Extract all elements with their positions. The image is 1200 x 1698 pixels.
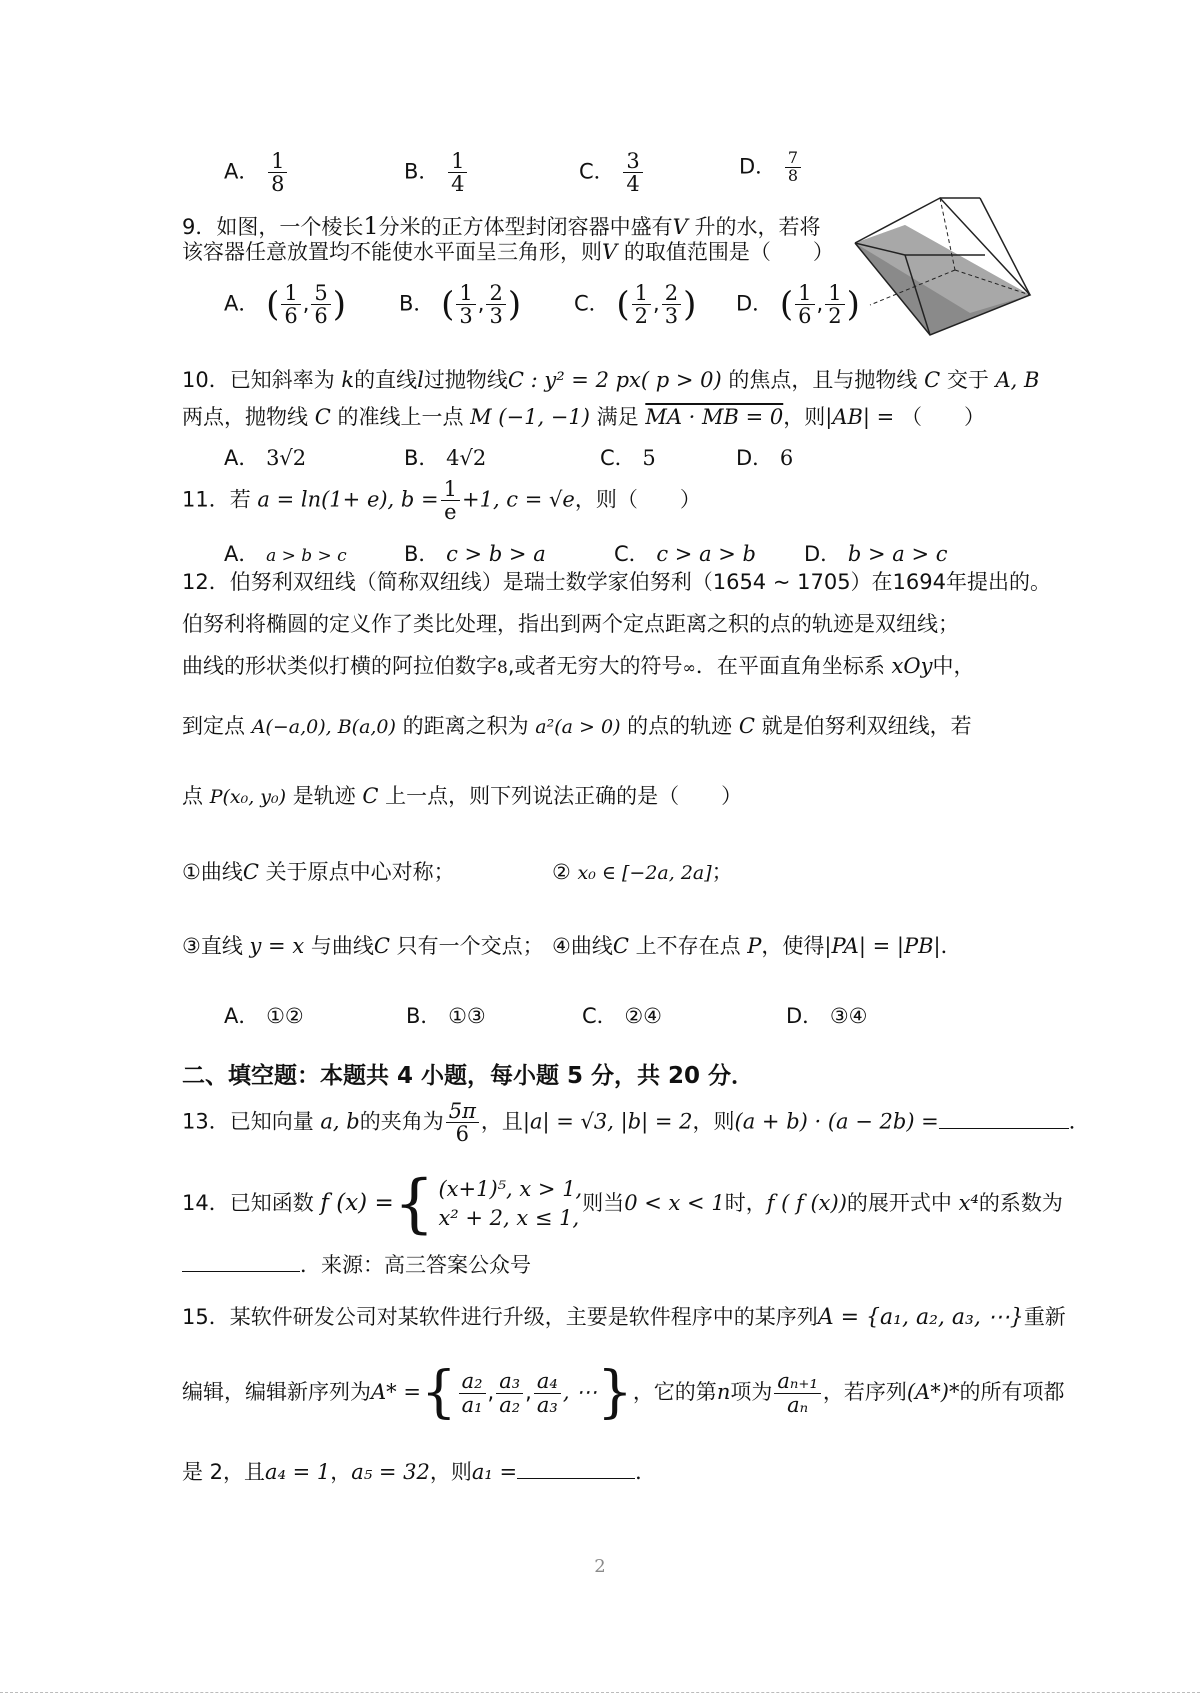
answer-blank[interactable]: [182, 1271, 300, 1272]
paren: (: [266, 284, 280, 325]
math: C: [924, 368, 941, 392]
text: ①曲线: [182, 860, 243, 884]
text: 的所有项都: [959, 1380, 1065, 1404]
math: A, B: [995, 368, 1040, 392]
fraction: [448, 150, 467, 195]
q9-option-b: B． ( $\frac{1}{3}$ , $\frac{2}{3}$ ): [399, 281, 522, 329]
option-label: C．: [614, 542, 650, 566]
denominator: a₃: [536, 1392, 558, 1417]
text: ②: [552, 860, 578, 884]
math: (A*)*: [906, 1380, 960, 1404]
numerator: 5: [311, 282, 330, 305]
text: 关于原点中心对称；: [258, 860, 455, 884]
q9-line-2: [182, 240, 834, 265]
numerator: 7: [785, 150, 801, 168]
text: 点: [182, 784, 210, 808]
numerator: aₙ₊₁: [774, 1370, 821, 1393]
option-label: D．: [804, 542, 842, 566]
answer-blank[interactable]: [939, 1128, 1069, 1129]
q8-option-a: [224, 150, 289, 195]
option-value: 4√2: [446, 446, 487, 470]
fraction: [785, 150, 801, 185]
q12-line-3: [182, 654, 974, 679]
q11-line: [182, 478, 701, 523]
piecewise-cases: [438, 1175, 582, 1234]
brace: }: [597, 1360, 633, 1425]
q15-line-3: [182, 1460, 656, 1485]
text: ，使得: [761, 934, 825, 958]
denominator: 6: [314, 304, 328, 329]
math: l: [417, 368, 424, 392]
option-value: ②④: [624, 1004, 663, 1028]
paren: ): [846, 284, 860, 325]
fraction: [623, 150, 642, 195]
numerator: 1: [441, 478, 460, 501]
option-label: A．: [224, 291, 260, 316]
text: 到定点: [182, 714, 252, 738]
option-label: D．: [736, 291, 774, 316]
q12-line-5: [182, 784, 742, 809]
denominator: 3: [459, 304, 473, 329]
text: 13．已知向量: [182, 1109, 321, 1134]
text: 上不存在点: [628, 934, 748, 958]
math: M (−1, −1): [470, 405, 590, 429]
option-label: A．: [224, 1004, 260, 1028]
math: k: [341, 368, 355, 392]
q14-line: [182, 1167, 1063, 1241]
fraction: [268, 150, 287, 195]
numerator: 1: [268, 150, 287, 173]
math: a₁ =: [471, 1460, 518, 1484]
numerator: 2: [486, 282, 505, 305]
denominator: aₙ: [787, 1392, 809, 1417]
text: 分米的正方体型封闭容器中盛有: [378, 215, 673, 239]
text: 则当: [582, 1191, 625, 1215]
text: 是轨迹: [286, 784, 363, 808]
fraction: [825, 282, 844, 327]
text: 升的水，若将: [687, 215, 821, 239]
q12-statement-2: [552, 860, 733, 885]
brace: {: [420, 1360, 457, 1425]
text: ，若序列: [822, 1380, 907, 1404]
q11-option-c: [614, 538, 756, 568]
denominator: 2: [828, 304, 842, 329]
option-value: 5: [642, 446, 656, 470]
option-label: B．: [406, 1004, 442, 1028]
q12-line-1: 12．伯努利双纽线（简称双纽线）是瑞士数学家伯努利（1654 ~ 1705）在1694年提出的。: [182, 570, 1051, 594]
text: 的距离之积为: [395, 714, 536, 738]
text: ，则: [429, 1460, 472, 1484]
denominator: 6: [284, 304, 298, 329]
case-1: (x+1)⁵, x > 1,: [438, 1176, 583, 1201]
option-label: C．: [579, 159, 615, 184]
text: ．在平面直角坐标系: [695, 654, 892, 678]
q9-option-d: D． ( $\frac{1}{6}$ , $\frac{1}{2}$ ): [736, 281, 860, 329]
math: a, b: [320, 1109, 360, 1134]
text: ，则: [692, 1109, 735, 1134]
cube-figure: [850, 195, 1040, 345]
math: 8: [497, 658, 508, 678]
numerator: 3: [623, 150, 642, 173]
math: , ⋯: [562, 1380, 598, 1404]
text: ，则（ ）: [574, 487, 701, 512]
math: a₄ = 1: [265, 1460, 331, 1484]
math: C: [612, 934, 629, 958]
text: 曲线的形状类似打横的阿拉伯数字: [182, 654, 497, 678]
q8-option-b: [404, 150, 469, 195]
q10-option-a: [224, 442, 306, 472]
paren: ): [683, 284, 697, 325]
text: 项为: [730, 1380, 773, 1404]
fraction: [632, 282, 651, 327]
text: ，且: [480, 1109, 523, 1134]
text: 就是伯努利双纽线，若: [754, 714, 972, 738]
text: ,或者无穷大的符号: [507, 654, 683, 678]
text: ，它的第: [632, 1380, 717, 1404]
math: C: [738, 714, 755, 738]
math: n: [716, 1380, 731, 1404]
option-label: B．: [404, 542, 440, 566]
numerator: 5π: [446, 1100, 479, 1123]
option-label: A．: [224, 446, 260, 470]
math: C: [314, 405, 331, 429]
text: 的系数为: [978, 1191, 1063, 1215]
math: V: [672, 215, 688, 239]
page-edge-divider: [0, 1692, 1200, 1693]
math: f ( f (x)): [766, 1191, 847, 1215]
numerator: a₂: [459, 1370, 486, 1393]
math: MA · MB = 0: [645, 405, 784, 429]
q10-line-1: [182, 368, 1039, 393]
math: y = x: [249, 934, 305, 958]
text: 的准线上一点: [330, 405, 471, 429]
paren: (: [616, 284, 630, 325]
math: xOy: [891, 654, 933, 678]
math: a₅ = 32: [351, 1460, 430, 1484]
q11-option-a: [224, 538, 347, 568]
math: P(x₀, y₀): [209, 786, 287, 808]
option-label: B．: [399, 291, 435, 316]
fraction: [795, 282, 814, 327]
q15-line-2: 编辑，编辑新序列为A* ={ $\frac{\text{a₂}}{\text{a₁}}$ , $\frac{\text{a₃}}{\text{a₂}}$ , $\frac{\text{a₄}}{\text{a₃}}$ , ⋯}，它的第n项为 $\frac{\text{aₙ₊₁}}{\text{aₙ}}$ ，若序列(A*)*的所有项都: [182, 1360, 1065, 1425]
denominator: 4: [626, 172, 640, 197]
option-value: ③④: [829, 1004, 868, 1028]
text: ，: [330, 1460, 352, 1484]
fraction: [456, 282, 475, 327]
q15-line-1: [182, 1305, 1066, 1331]
q12-statement-4: [552, 934, 962, 959]
q10-option-c: [600, 442, 656, 472]
q14-line-2: [182, 1253, 531, 1278]
option-value: ①②: [266, 1004, 304, 1028]
text: 的焦点，且与抛物线: [721, 368, 925, 392]
math: P: [747, 934, 762, 958]
paren: ): [507, 284, 522, 325]
option-label: B．: [404, 446, 440, 470]
q12-statement-1: [182, 860, 455, 885]
paren: ): [332, 284, 347, 325]
text: ，则: [783, 405, 826, 429]
option-value: b > a > c: [847, 542, 948, 566]
q10-option-d: [736, 442, 793, 472]
text: ．来源：高三答案公众号: [300, 1253, 531, 1277]
math: |a| = √3, |b| = 2: [522, 1109, 693, 1134]
text: 重新: [1023, 1305, 1066, 1329]
q9-line-1: [182, 212, 821, 241]
text: 与曲线: [304, 934, 374, 958]
text: ；: [711, 860, 733, 884]
text: 是 2，且: [182, 1460, 266, 1484]
text: 时，: [724, 1191, 767, 1215]
numerator: 1: [632, 282, 651, 305]
text: 14．已知函数: [182, 1191, 321, 1215]
q12-line-2: 伯努利将椭圆的定义作了类比处理，指出到两个定点距离之积的点的轨迹是双纽线；: [182, 612, 959, 636]
text: 的直线: [354, 368, 418, 392]
denominator: 3: [664, 304, 679, 329]
text: 该容器任意放置均不能使水平面呈三角形，则: [182, 240, 602, 264]
option-label: C．: [574, 291, 610, 316]
math: 1: [363, 212, 379, 240]
brace: {: [393, 1167, 435, 1241]
q12-option-c: [582, 1000, 662, 1030]
numerator: 1: [448, 150, 467, 173]
math: |AB| =: [825, 405, 895, 429]
q8-option-c: [579, 150, 645, 195]
option-label: D．: [786, 1004, 824, 1028]
text: 只有一个交点；: [389, 934, 544, 958]
numerator: 2: [662, 282, 681, 305]
text: ．: [635, 1460, 657, 1484]
numerator: a₄: [534, 1370, 561, 1393]
numerator: 1: [825, 282, 844, 305]
math: V: [602, 240, 618, 264]
option-value: ①③: [448, 1004, 486, 1028]
math: x₀ ∈ [−2a, 2a]: [577, 862, 712, 884]
denominator: 3: [489, 304, 503, 329]
text: 10．已知斜率为: [182, 368, 342, 392]
text: 9．如图，一个棱长: [182, 215, 364, 239]
q12-option-a: [224, 1000, 304, 1030]
q12-option-b: [406, 1000, 486, 1030]
math: C : y² = 2 px( p > 0): [507, 368, 722, 392]
fraction: [446, 1100, 479, 1145]
math: |PA| = |PB|: [824, 934, 941, 958]
option-label: C．: [600, 446, 636, 470]
numerator: 1: [456, 282, 475, 305]
fraction: [459, 1370, 486, 1415]
option-label: D．: [739, 154, 777, 179]
denominator: 6: [455, 1122, 469, 1147]
numerator: 1: [281, 282, 300, 305]
math: ∞: [682, 658, 696, 677]
math: f (x) =: [320, 1190, 394, 1216]
option-label: B．: [404, 159, 440, 184]
text: 的夹角为: [359, 1109, 444, 1134]
page-number: 2: [594, 1556, 606, 1577]
denominator: 2: [634, 304, 648, 329]
option-value: 3√2: [266, 446, 307, 470]
q13-line: [182, 1100, 1090, 1145]
math: a²(a > 0): [535, 716, 621, 738]
q9-option-a: A． ( $\frac{1}{6}$ , $\frac{5}{6}$ ): [224, 281, 347, 329]
q11-option-d: [804, 538, 947, 568]
math: (a + b) · (a − 2b) =: [734, 1109, 939, 1134]
q8-option-d: [739, 150, 803, 185]
option-label: C．: [582, 1004, 618, 1028]
math: C: [373, 934, 390, 958]
text: 的点的轨迹: [620, 714, 739, 738]
option-label: A．: [224, 159, 260, 184]
case-2: x² + 2, x ≤ 1,: [438, 1206, 580, 1230]
option-label: D．: [736, 446, 774, 470]
fraction: [662, 282, 681, 327]
text: 的展开式中: [846, 1191, 959, 1215]
option-value: a > b > c: [266, 546, 347, 566]
paren: (: [779, 284, 794, 325]
text: 编辑，编辑新序列为: [182, 1380, 371, 1404]
denominator: a₂: [499, 1392, 521, 1417]
q10-option-b: [404, 442, 486, 472]
section-heading: 二、填空题：本题共 4 小题，每小题 5 分，共 20 分．: [182, 1063, 755, 1089]
denominator: 6: [798, 304, 812, 329]
fraction: [281, 282, 300, 327]
text: ．: [940, 934, 962, 958]
math: 0 < x < 1: [624, 1191, 725, 1215]
text: 中，: [932, 654, 975, 678]
text: 上一点，则下列说法正确的是（ ）: [378, 784, 743, 808]
text: 11．若: [182, 487, 258, 512]
fraction: [486, 282, 505, 327]
text: 过抛物线: [423, 368, 508, 392]
q12-statement-3: [182, 934, 544, 959]
denominator: 4: [451, 172, 465, 197]
q12-option-d: [786, 1000, 868, 1030]
math: A* =: [371, 1380, 421, 1404]
fraction: [534, 1370, 561, 1415]
answer-blank[interactable]: [517, 1478, 635, 1479]
text: ③直线: [182, 934, 250, 958]
text: ④曲线: [552, 934, 613, 958]
text: 两点，抛物线: [182, 405, 315, 429]
option-value: c > b > a: [446, 542, 546, 566]
math: A = {a₁, a₂, a₃, ⋯}: [817, 1305, 1024, 1330]
q12-line-4: [182, 714, 972, 739]
fraction: [774, 1370, 821, 1415]
text: 15．某软件研发公司对某软件进行升级，主要是软件程序中的某序列: [182, 1305, 818, 1329]
math: a = ln(1+ e), b =: [257, 487, 439, 512]
option-value: 6: [779, 446, 794, 470]
text: 交于: [940, 368, 996, 392]
text: 满足: [589, 405, 646, 429]
math: C: [362, 784, 379, 808]
math: C: [242, 860, 259, 884]
denominator: a₁: [461, 1392, 483, 1417]
math: A(−a,0), B(a,0): [251, 716, 396, 738]
denominator: 8: [271, 172, 285, 197]
numerator: 1: [795, 282, 814, 305]
fraction: [441, 478, 460, 523]
denominator: 8: [787, 165, 799, 185]
q9-option-c: C． ( $\frac{1}{2}$ , $\frac{2}{3}$ ): [574, 281, 697, 329]
math: x⁴: [958, 1191, 979, 1215]
text: 的取值范围是（ ）: [617, 240, 834, 264]
option-label: A．: [224, 542, 260, 566]
fraction: [496, 1370, 523, 1415]
option-value: c > a > b: [656, 542, 756, 566]
text: （ ）: [894, 405, 985, 429]
q11-option-b: [404, 538, 546, 568]
text: ．: [1068, 1109, 1090, 1134]
math: +1, c = √e: [462, 487, 575, 512]
paren: (: [441, 284, 455, 325]
q10-line-2: [182, 405, 985, 430]
numerator: a₃: [496, 1370, 523, 1393]
fraction: [311, 282, 330, 327]
denominator: e: [444, 500, 457, 525]
